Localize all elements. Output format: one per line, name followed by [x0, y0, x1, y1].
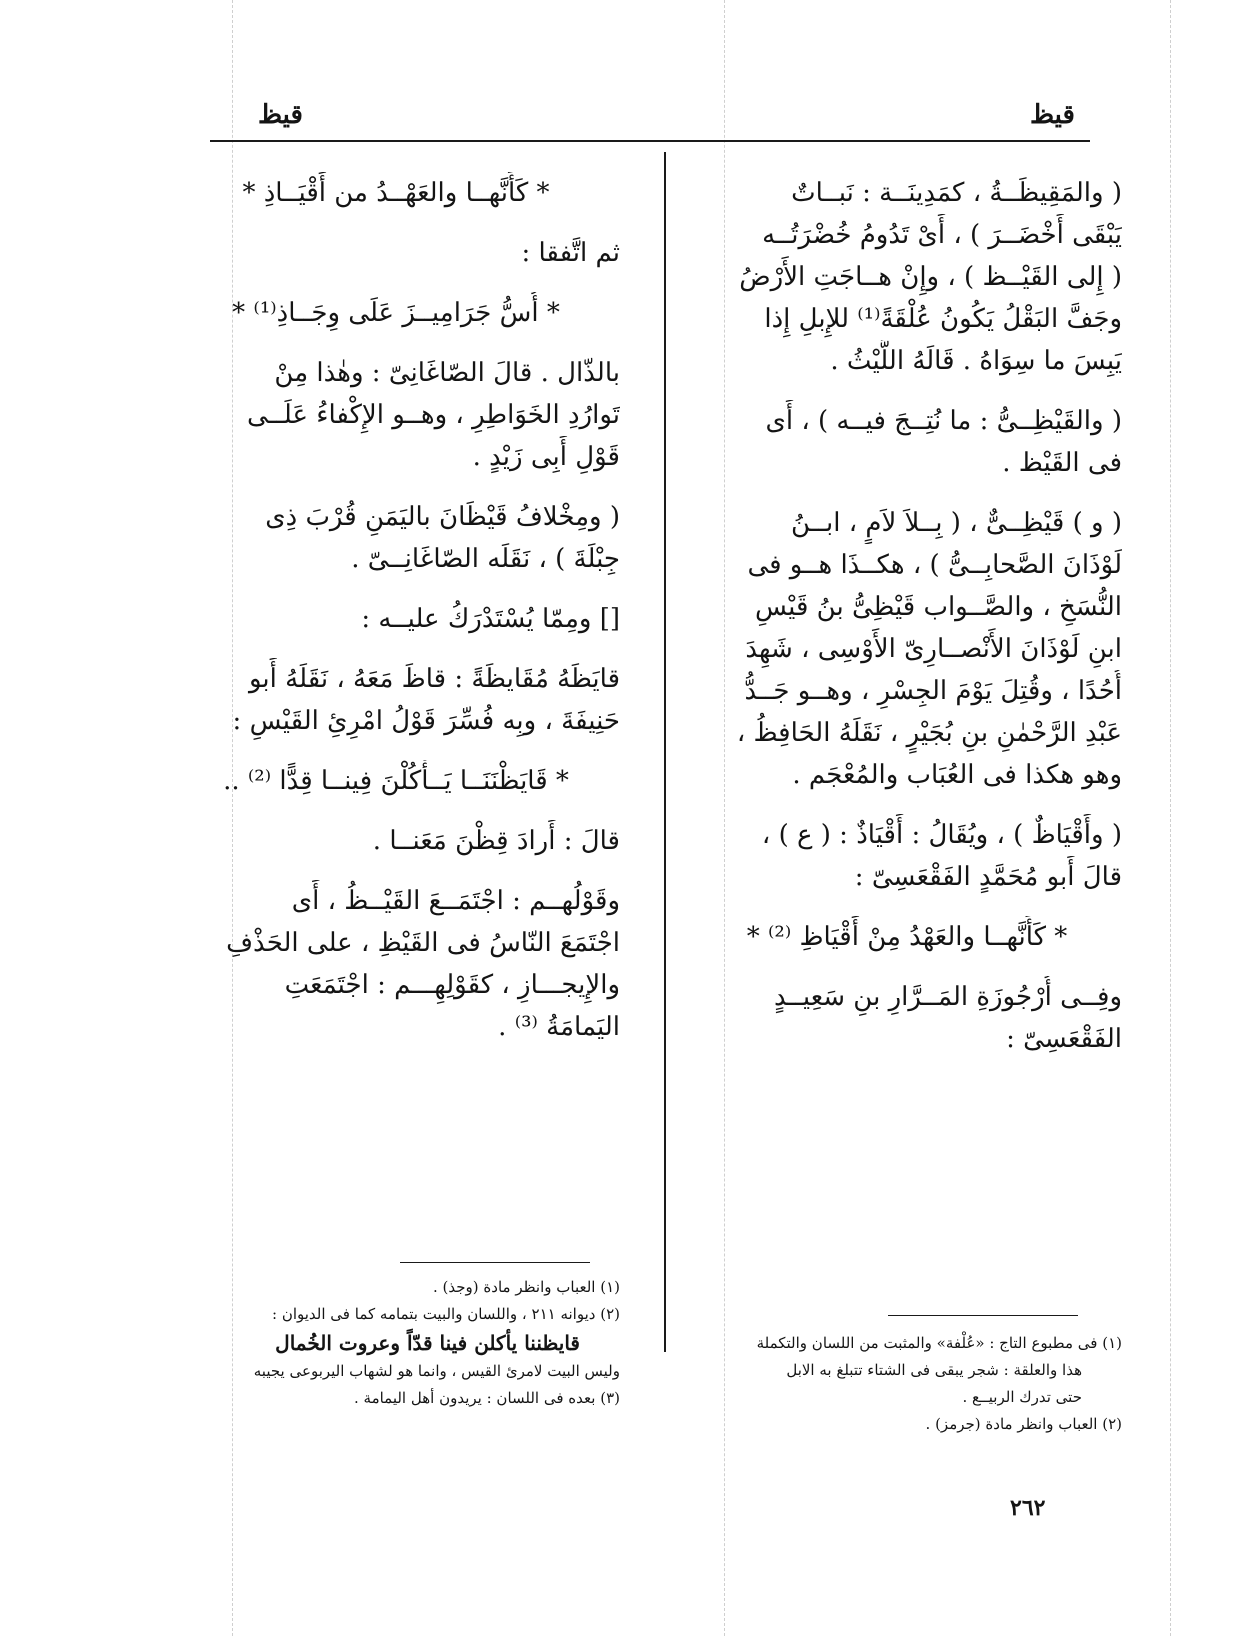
text-line: الفَقْعَسِىّ :	[1006, 1024, 1122, 1054]
text-line: والإِيجـــازِ ، كقَوْلِهِـــم : اجْتَمَعَتِ	[284, 970, 620, 1000]
footnote: (١) العباب وانظر مادة (وجذ) .	[433, 1278, 620, 1296]
text-line: * أُسُّ جَرَامِيــزَ عَلَى وِجَــاذِ⁽¹⁾ *	[232, 298, 560, 328]
paragraph	[692, 916, 1122, 958]
text-line: وفِــى أُرْجُوزَةِ المَــرَّارِ بنِ سَعِيــدٍ	[773, 982, 1122, 1012]
footnote-rule-left	[400, 1262, 590, 1263]
paragraph	[172, 598, 620, 640]
text-line: يَبِسَ ما سِوَاهُ . قَالَهُ اللَّيْثُ .	[830, 346, 1122, 376]
paragraph	[692, 400, 1122, 484]
text-line: * كَأَنَّهــا والعَهْــدُ من أَقْيَــاذِ *	[242, 178, 550, 208]
paragraph	[692, 172, 1122, 382]
paragraph	[172, 496, 620, 580]
text-line: ثم اتَّفقا :	[521, 238, 620, 268]
text-line: ابنِ لَوْذَانَ الأَنْصــارِىّ الأَوْسِى ، شَهِدَ	[745, 634, 1122, 664]
text-line: اليَمامَةُ ⁽³⁾ .	[498, 1012, 620, 1042]
text-line: جِبْلَةَ ) ، نَقَلَه الصّاغَانِــىّ .	[351, 544, 620, 574]
footnotes-left	[172, 1274, 620, 1412]
text-line: وقَوْلُهــم : اجْتَمَــعَ القَيْــظُ ، أَى	[291, 886, 620, 916]
text-line: ( والقَيْظِــىُّ : ما نُتِــجَ فيــه ) ، أَى	[765, 406, 1122, 436]
text-line: * كَأَنَّهــا والعَهْدُ مِنْ أَقْيَاظِ ⁽²⁾ *	[746, 922, 1068, 952]
text-line: قالَ أَبو مُحَمَّدٍ الفَقْعَسِىّ :	[854, 862, 1122, 892]
paragraph	[692, 502, 1122, 796]
text-line: قالَ : أَرادَ قِظْنَ مَعَنــا .	[372, 826, 620, 856]
column-divider	[664, 152, 666, 1352]
paragraph	[692, 814, 1122, 898]
paragraph	[172, 292, 620, 334]
footnote: (٣) بعده فى اللسان : يريدون أهل اليمامة .	[353, 1389, 620, 1407]
paragraph	[172, 880, 620, 1048]
text-line: عَبْدِ الرَّحْمٰنِ بنِ بُجَيْرٍ ، نَقَلَهُ الحَافِظُ ،	[736, 718, 1122, 748]
text-line: قَوْلِ أَبِى زَيْدٍ .	[472, 442, 620, 472]
header-word-left: قيظ	[258, 100, 303, 130]
paragraph	[692, 976, 1122, 1060]
text-line: فى القَيْظ .	[1002, 448, 1122, 478]
header-rule	[210, 140, 1090, 142]
text-line: ( وأَقْيَاظٌ ) ، ويُقَالُ : أَقْيَاذٌ : ( ع ) ،	[761, 820, 1122, 850]
text-line: [] ومِمّا يُسْتَدْرَكُ عليــه :	[361, 604, 620, 634]
text-line: ( والمَقِيظَــةُ ، كمَدِينَــة : نَبــاتٌ	[791, 178, 1122, 208]
text-line: وهو هكذا فى العُبَاب والمُعْجَم .	[792, 760, 1122, 790]
left-column	[172, 172, 620, 1066]
scan-guide-line	[1170, 0, 1171, 1636]
text-line: حَنِيفَةَ ، وبِه فُسِّرَ قَوْلُ امْرِئِ القَيْسِ :	[232, 706, 620, 736]
header-word-right: قيظ	[1030, 100, 1075, 130]
footnote: (١) فى مطبوع التاج : «عُلْفة» والمثبت من اللسان والتكملة	[756, 1334, 1122, 1352]
footnote: (٢) ديوانه ٢١١ ، واللسان والبيت بتمامه كما فى الديوان :	[272, 1305, 620, 1323]
text-line: قايَظَهُ مُقَايظَةً : قاظَ مَعَهُ ، نَقَلَهُ أَبو	[249, 664, 620, 694]
paragraph	[172, 232, 620, 274]
footnotes-right	[692, 1330, 1122, 1438]
text-line: وجَفَّ البَقْلُ يَكُونُ عُلْقَةً⁽¹⁾ للإِبلِ إِذا	[764, 304, 1122, 334]
footnote-rule-right	[888, 1315, 1078, 1316]
footnote: وليس البيت لامرئ القيس ، وانما هو لشهاب اليربوعى يجيبه	[253, 1362, 620, 1380]
text-line: ( و ) قَيْظِــىٌّ ، ( بِــلاَ لاَمٍ ، ابــنُ	[790, 508, 1122, 538]
text-line: لَوْذَانَ الصَّحابِــىُّ ) ، هكــذَا هــو فى	[747, 550, 1122, 580]
paragraph	[172, 352, 620, 478]
text-line: بالذّال . قالَ الصّاغَانِىّ : وهٰذا مِنْ	[274, 358, 620, 388]
footnote: (٢) العباب وانظر مادة (جرمز) .	[925, 1415, 1122, 1433]
footnote: هذا والعلقة : شجر يبقى فى الشتاء تتبلغ به الابل	[786, 1361, 1082, 1379]
text-line: النُّسَخِ ، والصَّــواب قَيْظِىُّ بنُ قَيْسِ	[754, 592, 1122, 622]
text-line: اجْتَمَعَ النّاسُ فى القَيْظِ ، على الحَذْفِ	[226, 928, 620, 958]
text-line: ( ومِخْلافُ قَيْظَانَ باليَمَنِ قُرْبَ ذِى	[265, 502, 620, 532]
footnote-verse: قايظننا يأكلن فينا قدّاً وعروت الخُمال	[275, 1331, 580, 1355]
paragraph	[172, 172, 620, 214]
page-number: ٢٦٢	[1010, 1495, 1046, 1521]
text-line: أُحُدًا ، وقُتِلَ يَوْمَ الجِسْرِ ، وهــو جَــدُّ	[744, 676, 1122, 706]
paragraph	[172, 760, 620, 802]
text-line: * قَايَظْنَنَــا يَــأْكُلْنَ فِينــا قِدًّا ⁽²⁾ ..	[223, 766, 569, 796]
text-line: ( إِلى القَيْــظ ) ، وإِنْ هــاجَتِ الأَرْضُ	[739, 262, 1122, 292]
paragraph	[172, 658, 620, 742]
paragraph	[172, 820, 620, 862]
text-line: يَبْقَى أَخْضَــرَ ) ، أَىْ تَدُومُ خُضْرَتُــه	[762, 220, 1122, 250]
footnote: حتى تدرك الربيــع .	[962, 1388, 1082, 1406]
text-line: تَوارُدِ الخَوَاطِرِ ، وهــو الإِكْفاءُ عَلَــى	[246, 400, 620, 430]
right-column	[692, 172, 1122, 1078]
